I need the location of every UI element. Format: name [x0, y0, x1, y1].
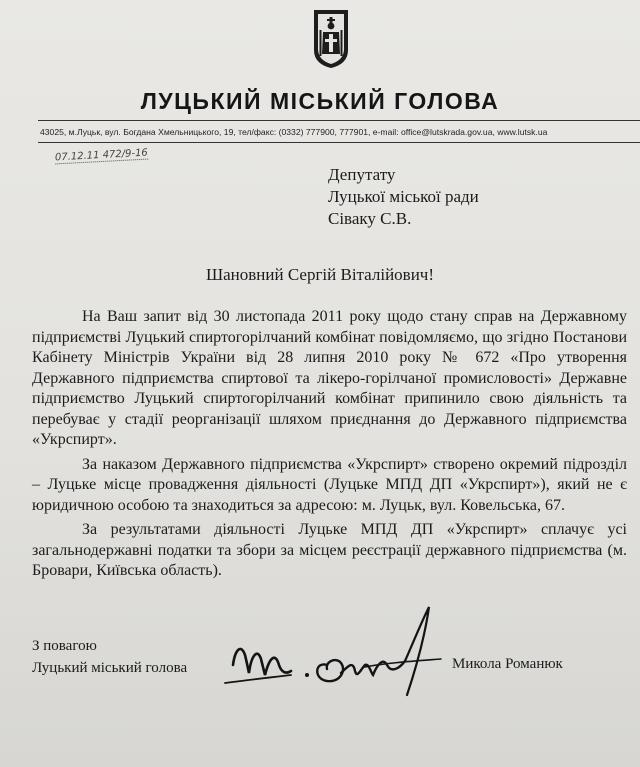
addressee-body: Луцької міської ради: [328, 187, 479, 206]
letter-body: [32, 307, 627, 582]
signer-name: Микола Романюк: [452, 656, 563, 672]
closing-title: Луцький міський голова: [32, 660, 188, 676]
letterhead-rule-top: [38, 120, 640, 121]
addressee-position: Депутату: [328, 165, 396, 184]
addressee-name: Сіваку С.В.: [328, 209, 412, 228]
registration-number: 07.12.11 472/9-16: [54, 147, 149, 164]
addressee-block: [328, 164, 479, 230]
letterhead-rule-bottom: [38, 142, 640, 143]
handwritten-signature: [215, 595, 445, 705]
coat-of-arms-icon: [312, 8, 350, 70]
letterhead-title: ЛУЦЬКИЙ МІСЬКИЙ ГОЛОВА: [140, 88, 500, 114]
letterhead-address: 43025, м.Луцьк, вул. Богдана Хмельницького, 19, тел/факс: (0332) 777900, 777901, e-mail: office@lutskrada.gov.ua, www.lutsk.ua: [40, 127, 548, 137]
body-paragraph: На Ваш запит від 30 листопада 2011 року щодо стану справ на Державному підприємстві Луцький спиртогорілчаний комбінат повідомляємо, що згідно Постанови Кабінету Міністрів України від 28 липня 2010 року № 672 «Про утворення Державного підприємства спиртової та лікеро-горілчаної промисловості» Державне підприємство Луцький спиртогорілчаний комбінат припинило свою діяльність та перебуває у стадії реорганізації шляхом приєднання до Державного підприємства «Укрспирт».: [32, 308, 627, 448]
body-paragraph: За наказом Державного підприємства «Укрспирт» створено окремий підрозділ – Луцьке місце провадження діяльності (Луцьке МПД ДП «Укрспирт»), який не є юридичною особою та знаходиться за адресою: м. Луцьк, вул. Ковельська, 67.: [32, 455, 627, 514]
closing-block: [32, 635, 187, 679]
greeting: Шановний Сергій Віталійович!: [205, 265, 435, 284]
closing-regards: З повагою: [32, 638, 97, 654]
body-paragraph: За результатами діяльності Луцьке МПД ДП «Укрспирт» сплачує усі загальнодержавні податки та збори за місцем реєстрації державного підприємства (м. Бровари, Київська область).: [32, 521, 627, 579]
